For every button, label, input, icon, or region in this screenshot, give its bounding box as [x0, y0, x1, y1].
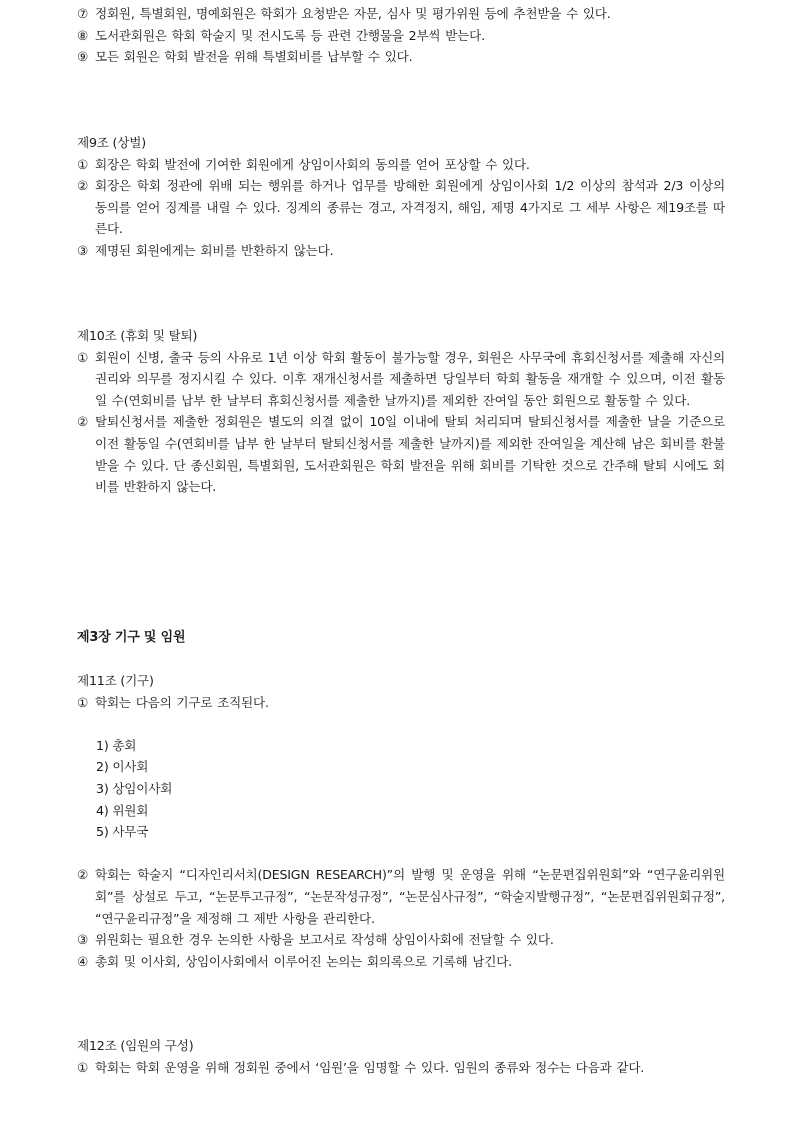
clause-text: 도서관회원은 학회 학술지 및 전시도록 등 관련 간행물을 2부씩 받는다.: [95, 27, 485, 43]
article-title: 제9조 (상벌): [77, 135, 146, 150]
clause-1: [77, 347, 725, 412]
clause-2: [77, 175, 725, 240]
article-11: [77, 670, 725, 972]
clause-number: ①: [77, 694, 89, 710]
article-title: 제11조 (기구): [77, 673, 154, 688]
list-item: 4) 위원회: [96, 802, 149, 818]
list-item: 2) 이사회: [96, 759, 149, 775]
organization-list: [77, 735, 725, 843]
clause-text: 제명된 회원에게는 회비를 반환하지 않는다.: [95, 242, 334, 258]
list-item: 3) 상임이사회: [96, 780, 173, 796]
clause-number: ④: [77, 953, 89, 969]
clause-1: [77, 154, 725, 176]
clause-text: 탈퇴신청서를 제출한 정회원은 별도의 의결 없이 10일 이내에 탈퇴 처리되며 탈퇴신청서를 제출한 날을 기준으로 이전 활동일 수(연회비를 납부 한 날부터 탈퇴신청서를 제출한 날까지)를 제외한 잔여일을 계산해 남은 회비를 환불받을 수 있다. 단 종신회원, 특별회원, 도서관회원은 학회 발전을 위해 회비를 기탁한 것으로 간주해 탈퇴 시에도 회비를 반환하지 않는다.: [95, 414, 725, 495]
article-12: [77, 1035, 725, 1078]
clause-3: [77, 240, 725, 262]
article-title: 제10조 (휴회 및 탈퇴): [77, 328, 198, 343]
clause-3: [77, 929, 725, 951]
clause-text: 총회 및 이사회, 상임이사회에서 이루어진 논의는 회의록으로 기록해 남긴다.: [95, 953, 512, 969]
clause-number: ②: [77, 867, 89, 883]
list-item: 1) 총회: [96, 737, 137, 753]
clause-9: [77, 46, 725, 68]
article-11-clauses: [77, 864, 725, 972]
clause-number: ③: [77, 242, 89, 258]
clause-7: [77, 3, 725, 25]
clause-text: 모든 회원은 학회 발전을 위해 특별회비를 납부할 수 있다.: [95, 49, 413, 65]
clause-number: ③: [77, 932, 89, 948]
clause-number: ⑧: [77, 27, 89, 43]
article-10: [77, 325, 725, 498]
clause-text: 회원이 신병, 출국 등의 사유로 1년 이상 학회 활동이 불가능할 경우, 회원은 사무국에 휴회신청서를 제출해 자신의 권리와 의무를 정지시킬 수 있다. 이후 재개신청서를 제출하면 당일부터 학회 활동을 재개할 수 있으며, 이전 활동일 수(연회비를 납부 한 날부터 휴회신청서를 제출한 날까지)를 제외한 잔여일 동안 회원으로 활동할 수 있다.: [95, 349, 725, 408]
clause-text: 회장은 학회 정관에 위배 되는 행위를 하거나 업무를 방해한 회원에게 상임이사회 1/2 이상의 참석과 2/3 이상의 동의를 얻어 징계를 내릴 수 있다. 징계의 종류는 경고, 자격정지, 해임, 제명 4가지로 그 세부 사항은 제19조를 따른다.: [95, 178, 725, 237]
clause-text: 학회는 다음의 기구로 조직된다.: [95, 694, 269, 710]
clause-number: ①: [77, 156, 89, 172]
clause-number: ⑨: [77, 49, 89, 65]
article-8-continuation: [77, 3, 725, 68]
clause-4: [77, 951, 725, 973]
list-item: 5) 사무국: [96, 824, 149, 840]
clause-number: ⑦: [77, 6, 89, 21]
clause-number: ②: [77, 414, 89, 430]
clause-2: [77, 411, 725, 497]
clause-text: 정회원, 특별회원, 명예회원은 학회가 요청받은 자문, 심사 및 평가위원 등에 추천받을 수 있다.: [95, 6, 611, 21]
clause-1: [77, 1057, 725, 1079]
article-9: [77, 132, 725, 262]
clause-number: ①: [77, 349, 89, 365]
chapter-3-heading: [77, 627, 725, 649]
clause-number: ①: [77, 1059, 89, 1075]
clause-text: 위원회는 필요한 경우 논의한 사항을 보고서로 작성해 상임이사회에 전달할 수 있다.: [95, 932, 554, 948]
clause-number: ②: [77, 178, 89, 194]
clause-1: [77, 692, 725, 714]
clause-2: [77, 864, 725, 929]
clause-text: 학회는 학회 운영을 위해 정회원 중에서 ‘임원’을 임명할 수 있다. 임원의 종류와 정수는 다음과 같다.: [95, 1059, 645, 1075]
clause-text: 학회는 학술지 “디자인리서치(DESIGN RESEARCH)”의 발행 및 운영을 위해 “논문편집위원회”와 “연구윤리위원회”를 상설로 두고, “논문투고규정”, “논문작성규정”, “논문심사규정”, “학술지발행규정”, “논문편집위원회규정”, “연구윤리규정”을 제정해 그 제반 사항을 관리한다.: [95, 867, 725, 926]
clause-text: 회장은 학회 발전에 기여한 회원에게 상임이사회의 동의를 얻어 포상할 수 있다.: [95, 156, 530, 172]
chapter-title: 제3장 기구 및 임원: [77, 630, 186, 645]
clause-8: [77, 25, 725, 47]
article-title: 제12조 (임원의 구성): [77, 1038, 194, 1053]
